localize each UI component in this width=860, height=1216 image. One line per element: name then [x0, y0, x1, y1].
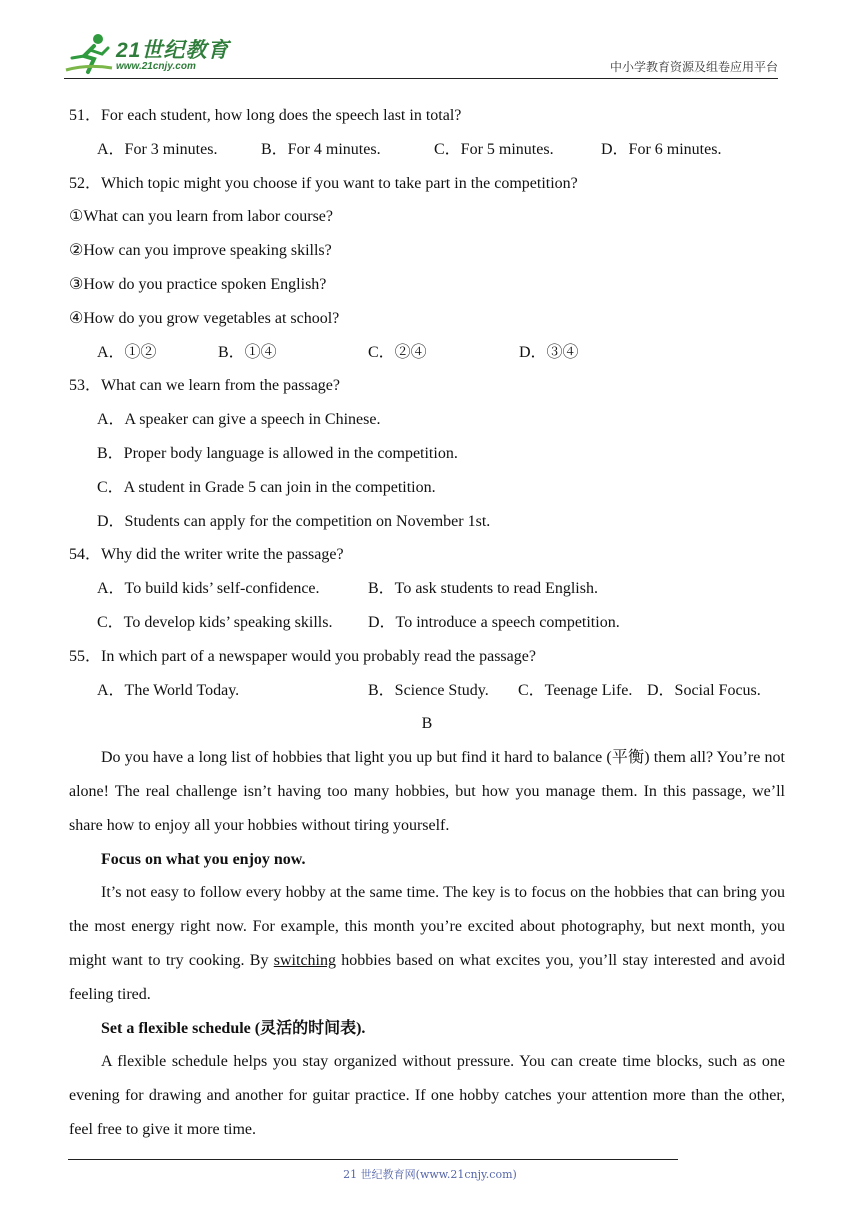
- question-53-stem: 53．What can we learn from the passage?: [69, 377, 340, 395]
- option-b: B．①④: [218, 343, 277, 361]
- passage-heading-1: Focus on what you enjoy now.: [101, 850, 306, 868]
- page-content: [69, 99, 785, 1147]
- option-a: A．To build kids’ self-confidence.: [97, 580, 320, 598]
- question-52-item-1: ①What can you learn from labor course?: [69, 208, 334, 226]
- question-52-item-2: ②How can you improve speaking skills?: [69, 242, 332, 260]
- option-b: B．For 4 minutes.: [261, 140, 381, 158]
- option-a: A．The World Today.: [97, 681, 240, 699]
- footer-divider: [68, 1159, 678, 1160]
- question-54-stem: 54．Why did the writer write the passage?: [69, 546, 344, 564]
- option-a: A．①②: [97, 343, 157, 361]
- header-divider: [64, 78, 778, 79]
- option-c: C．Teenage Life.: [518, 681, 633, 699]
- question-53-option-a: A．A speaker can give a speech in Chinese.: [97, 411, 381, 429]
- passage-paragraph-2: A flexible schedule helps you stay organized without pressure. You can create time blocks, such as one evening for drawing and another for guitar practice. If one hobby catches your attention more than the other, feel free to give it more time.: [69, 1053, 785, 1138]
- site-logo: [64, 32, 234, 76]
- option-a: A．For 3 minutes.: [97, 140, 218, 158]
- option-c: C．②④: [368, 343, 427, 361]
- option-c: C．For 5 minutes.: [434, 140, 554, 158]
- header-platform-name: 中小学教育资源及组卷应用平台: [609, 60, 778, 74]
- option-c: C．To develop kids’ speaking skills.: [97, 613, 333, 631]
- page-footer: 21 世纪教育网(www.21cnjy.com): [343, 1168, 517, 1181]
- question-51-stem: 51．For each student, how long does the speech last in total?: [69, 107, 462, 124]
- question-53-option-c: C．A student in Grade 5 can join in the competition.: [97, 478, 436, 496]
- passage-intro: Do you have a long list of hobbies that light you up but find it hard to balance (平衡) them all? You’re not alone! The real challenge isn’t having too many hobbies, but how you manage them. In this passage, we’ll share how to enjoy all your hobbies without tiring yourself.: [69, 749, 785, 834]
- option-b: B．To ask students to read English.: [368, 580, 598, 598]
- question-52-item-3: ③How do you practice spoken English?: [69, 275, 327, 293]
- paragraph-1-text-before: It’s not easy to follow every hobby at the same time. The key is to focus on the hobbies that can bring you the most energy right now. For example, this month you’re excited about photography, but next month, you might want to try cooking. By: [69, 884, 785, 969]
- question-52-options: [69, 336, 785, 370]
- option-d: D．Social Focus.: [647, 681, 761, 699]
- option-b: B．Science Study.: [368, 681, 489, 699]
- option-d: D．To introduce a speech competition.: [368, 613, 620, 631]
- passage-paragraph-1: [69, 876, 785, 1011]
- question-53-option-b: B．Proper body language is allowed in the competition.: [97, 444, 458, 462]
- runner-logo-icon: [64, 32, 114, 76]
- underlined-word: switching: [273, 951, 336, 969]
- page-header: [64, 28, 778, 80]
- section-label: B: [421, 715, 433, 733]
- question-54-options-row-1: [69, 572, 785, 606]
- question-55-options: [69, 674, 785, 708]
- question-53-option-d: D．Students can apply for the competition on November 1st.: [97, 512, 491, 530]
- question-54-options-row-2: [69, 606, 785, 640]
- question-52-stem: 52．Which topic might you choose if you want to take part in the competition?: [69, 174, 578, 192]
- question-52-item-4: ④How do you grow vegetables at school?: [69, 309, 340, 327]
- question-55-stem: 55．In which part of a newspaper would you probably read the passage?: [69, 647, 536, 665]
- paragraph-1-text-after: hobbies based on what excites you, you’ll stay interested and avoid feeling tired.: [69, 951, 786, 1003]
- option-d: D．For 6 minutes.: [601, 140, 722, 158]
- passage-heading-2: Set a flexible schedule (灵活的时间表).: [101, 1019, 366, 1037]
- logo-url: www.21cnjy.com: [116, 61, 196, 72]
- option-d: D．③④: [519, 343, 579, 361]
- logo-text: 21世纪教育: [116, 39, 230, 62]
- question-51-options: [69, 133, 785, 167]
